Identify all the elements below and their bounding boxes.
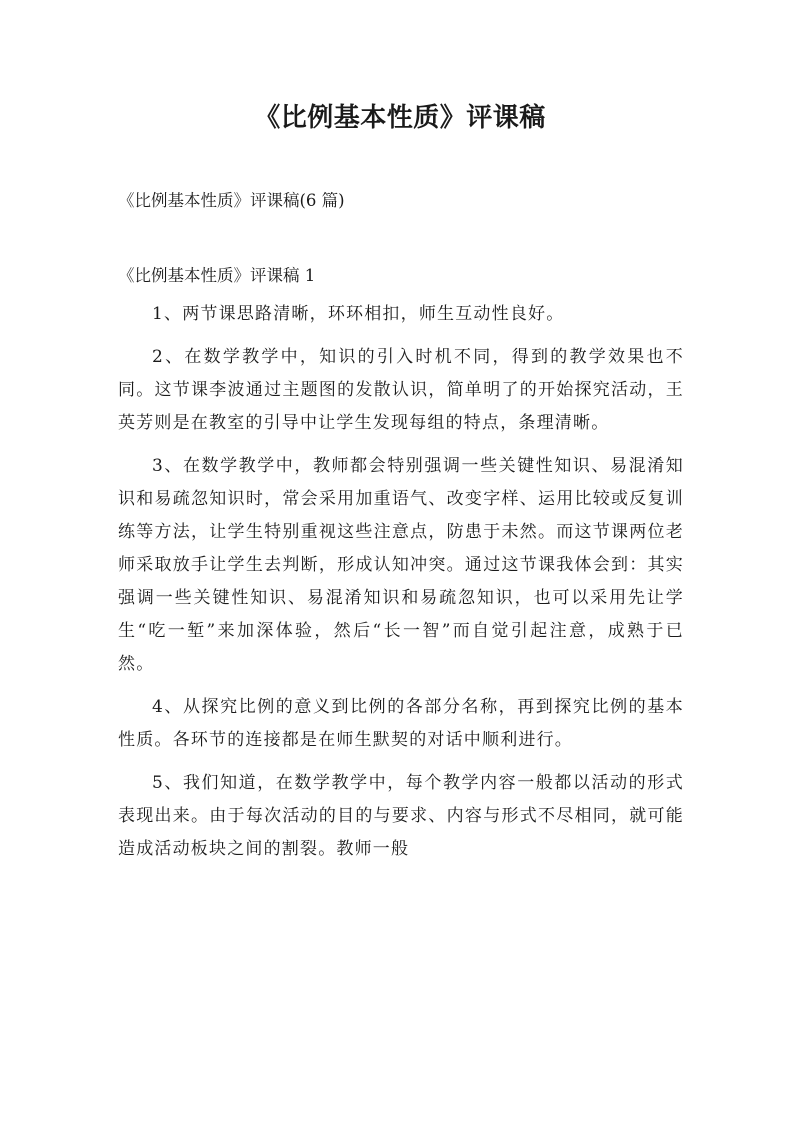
paragraph-2: 2、在数学教学中，知识的引入时机不同，得到的教学效果也不同。这节课李波通过主题图的发散认识，简单明了的开始探究活动，王英芳则是在教室的引导中让学生发现每组的特点，条理清晰。 [118, 347, 684, 433]
paragraph-1: 1、两节课思路清晰，环环相扣，师生互动性良好。 [152, 304, 565, 324]
section-heading: 《比例基本性质》评课稿 1 [118, 266, 316, 285]
document-title: 《比例基本性质》评课稿 [254, 103, 546, 133]
paragraph-5: 5、我们知道，在数学教学中，每个教学内容一般都以活动的形式表现出来。由于每次活动的目的与要求、内容与形式不尽相同，就可能造成活动板块之间的割裂。教师一般 [118, 773, 684, 859]
paragraph-4: 4、从探究比例的意义到比例的各部分名称，再到探究比例的基本性质。各环节的连接都是在师生默契的对话中顺利进行。 [118, 697, 684, 750]
document-body [118, 298, 684, 876]
paragraph-3: 3、在数学教学中，教师都会特别强调一些关键性知识、易混淆知识和易疏忽知识时，常会采用加重语气、改变字样、运用比较或反复训练等方法，让学生特别重视这些注意点，防患于未然。而这节课两位老师采取放手让学生去判断，形成认知冲突。通过这节课我体会到：其实强调一些关键性知识、易混淆知识和易疏忽知识，也可以采用先让学生“吃一堑”来加深体验，然后“长一智”而自觉引起注意，成熟于已然。 [118, 456, 684, 674]
document-subtitle: 《比例基本性质》评课稿(6 篇) [118, 191, 345, 210]
